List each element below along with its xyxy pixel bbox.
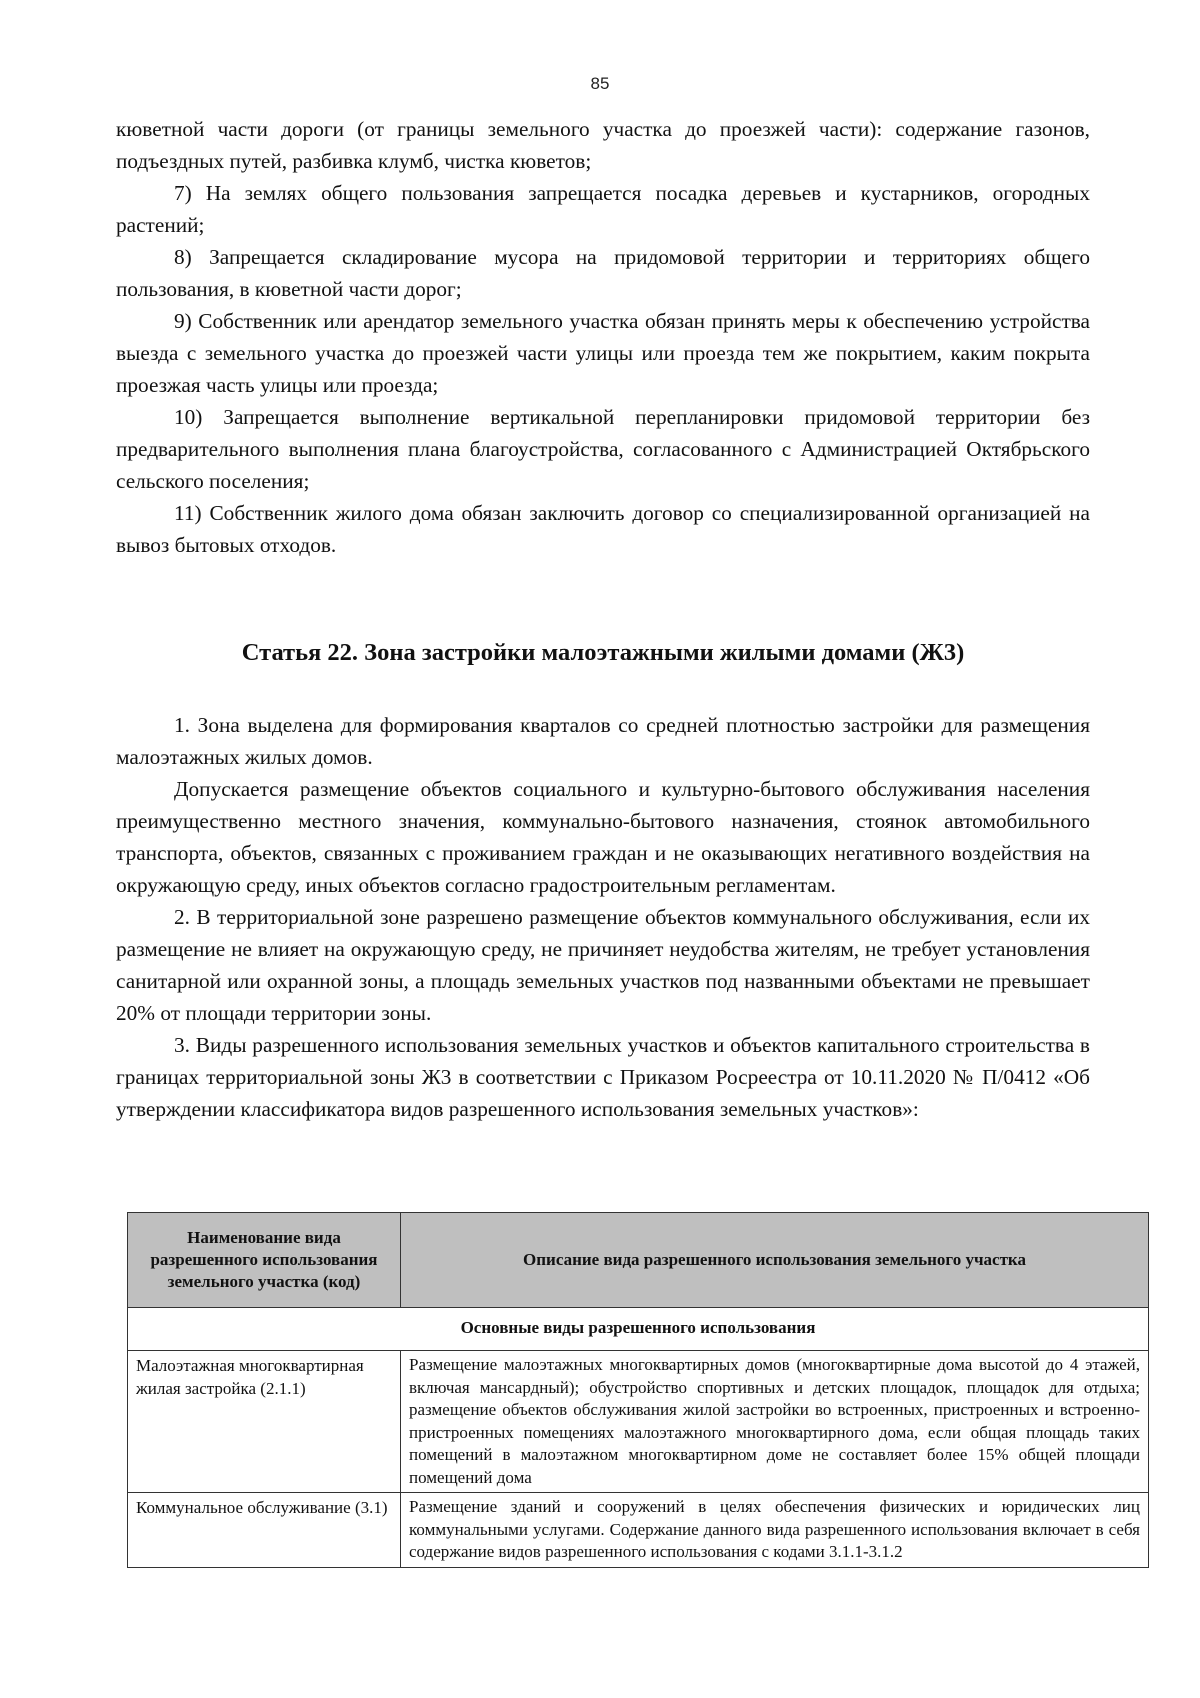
paragraph-item-10: 10) Запрещается выполнение вертикальной перепланировки придомовой территории без предварительного выполнения плана благоустройства, согласованного с Администрацией Октябрьского сельского поселения;	[116, 405, 1090, 493]
paragraph-continuation: кюветной части дороги (от границы земельного участка до проезжей части): содержание газонов, подъездных путей, разбивка клумб, чистка кюветов;	[116, 117, 1090, 173]
paragraph-item-7: 7) На землях общего пользования запрещается посадка деревьев и кустарников, огородных растений;	[116, 181, 1090, 237]
use-type-name: Малоэтажная многоквартирная жилая застройка (2.1.1)	[128, 1351, 401, 1493]
table-section-row	[128, 1308, 1149, 1351]
use-type-description: Размещение зданий и сооружений в целях обеспечения физических и юридических лиц коммунальными услугами. Содержание данного вида разрешенного использования включает в себя содержание видов разрешенного использования с кодами 3.1.1-3.1.2	[401, 1493, 1149, 1568]
paragraph-clause-3: 3. Виды разрешенного использования земельных участков и объектов капитального строительства в границах территориальной зоны Ж3 в соответствии с Приказом Росреестра от 10.11.2020 № П/0412 «Об утверждении классификатора видов разрешенного использования земельных участков»:	[116, 1033, 1090, 1121]
page-number: 85	[590, 74, 610, 93]
use-type-name: Коммунальное обслуживание (3.1)	[128, 1493, 401, 1568]
paragraph-clause-2: 2. В территориальной зоне разрешено размещение объектов коммунального обслуживания, если их размещение не влияет на окружающую среду, не причиняет неудобства жителям, не требует установления санитарной или охранной зоны, а площадь земельных участков под названными объектами не превышает 20% от площади территории зоны.	[116, 905, 1090, 1025]
use-type-description: Размещение малоэтажных многоквартирных домов (многоквартирные дома высотой до 4 этажей, включая мансардный); обустройство спортивных и детских площадок, площадок для отдыха; размещение объектов обслуживания жилой застройки во встроенных, пристроенных и встроенно-пристроенных помещениях малоэтажного многоквартирного дома, если общая площадь таких помещений в малоэтажном многоквартирном доме не составляет более 15% общей площади помещений дома	[401, 1351, 1149, 1493]
paragraph-item-11: 11) Собственник жилого дома обязан заключить договор со специализированной организацией на вывоз бытовых отходов.	[116, 501, 1090, 557]
document-body	[116, 113, 1090, 1125]
table-row	[128, 1493, 1149, 1568]
section-title: Основные виды разрешенного использования	[128, 1308, 1149, 1351]
header-use-type-description: Описание вида разрешенного использования земельного участка	[401, 1213, 1149, 1308]
table-row	[128, 1351, 1149, 1493]
paragraph-permitted-objects: Допускается размещение объектов социального и культурно-бытового обслуживания населения преимущественно местного значения, коммунально-бытового назначения, стоянок автомобильного транспорта, объектов, связанных с проживанием граждан и не оказывающих негативного воздействия на окружающую среду, иных объектов согласно градостроительным регламентам.	[116, 777, 1090, 897]
header-use-type-name: Наименование вида разрешенного использования земельного участка (код)	[128, 1213, 401, 1308]
land-use-table	[127, 1212, 1149, 1568]
table-header-row	[128, 1213, 1149, 1308]
paragraph-clause-1: 1. Зона выделена для формирования кварталов со средней плотностью застройки для размещения малоэтажных жилых домов.	[116, 713, 1090, 769]
paragraph-item-8: 8) Запрещается складирование мусора на придомовой территории и территориях общего пользования, в кюветной части дорог;	[116, 245, 1090, 301]
article-heading: Статья 22. Зона застройки малоэтажными жилыми домами (Ж3)	[241, 639, 965, 666]
paragraph-item-9: 9) Собственник или арендатор земельного участка обязан принять меры к обеспечению устройства выезда с земельного участка до проезжей части улицы или проезда тем же покрытием, каким покрыта проезжая часть улицы или проезда;	[116, 309, 1090, 397]
